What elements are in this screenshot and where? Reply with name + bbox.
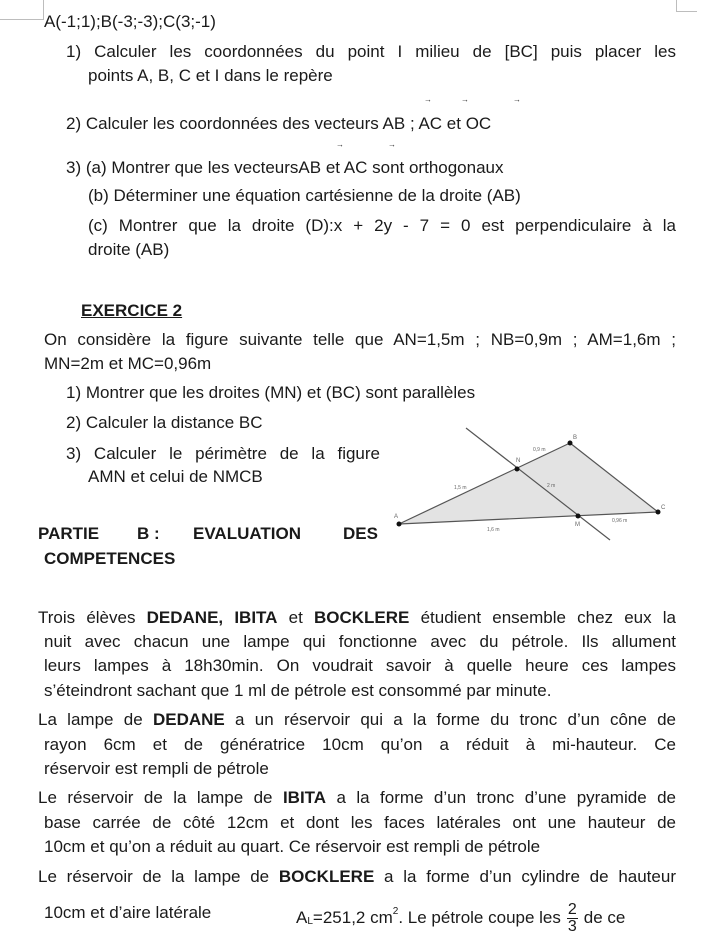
point-n [515, 467, 520, 472]
ex1-question-2: 2) Calculer les coordonnées des vecteurs AB ; AC et OC [66, 114, 492, 133]
vector-arrow-ab: → [424, 95, 432, 104]
part-b-title-line2: COMPETENCES [44, 549, 176, 568]
fraction-two-thirds [567, 902, 578, 935]
label-n: N [516, 458, 521, 464]
label-a: A [394, 514, 399, 520]
ex1-question-3c-line2: droite (AB) [88, 240, 170, 259]
length-an: 1,5 m [454, 485, 467, 491]
student-names: DEDANE, IBITA [146, 608, 278, 627]
text: . Le pétrole coupe les [398, 908, 561, 927]
vector-arrow-oc: → [513, 95, 521, 104]
length-am: 1,6 m [487, 527, 500, 533]
text: Le réservoir de la lampe de [38, 788, 283, 807]
point-b [568, 441, 573, 446]
partb-para3-line2: base carrée de côté 12cm et dont les faces latérales ont une hauteur de [44, 813, 676, 832]
text: a un réservoir qui a la forme du tronc d’un cône de [224, 710, 676, 729]
label-b: B [573, 435, 578, 441]
text: étudient ensemble chez eux la [409, 608, 677, 627]
text: Le réservoir de la lampe de [38, 867, 279, 886]
partb-para2-line1 [38, 709, 676, 731]
ex1-question-1-line2: points A, B, C et I dans le repère [88, 66, 333, 85]
partb-para3-line3: 10cm et qu’on a réduit au quart. Ce réservoir est rempli de pétrole [44, 837, 541, 856]
partb-para1-line4: s’éteindront sachant que 1 ml de pétrole est consommé par minute. [44, 681, 552, 700]
part-b-word-1: PARTIE [38, 524, 100, 543]
page-corner-mark-left [0, 0, 44, 20]
partb-para1-line2: nuit avec chacun une lampe qui fonctionne avec du pétrole. Ils allument [44, 632, 676, 651]
partb-para1-line3: leurs lampes à 18h30min. On voudrait savoir à quelle heure ces lampes [44, 656, 676, 675]
ex2-intro-line2: MN=2m et MC=0,96m [44, 354, 212, 373]
vector-arrow-ac: → [461, 95, 469, 104]
text: Trois élèves [38, 608, 147, 627]
points-coordinates: A(-1;1);B(-3;-3);C(3;-1) [44, 12, 216, 31]
point-a [397, 522, 402, 527]
length-nb: 0,9 m [533, 447, 546, 453]
area-exponent: 2 [392, 906, 399, 917]
part-b-word-3: EVALUATION [193, 524, 301, 543]
text: de ce [583, 908, 626, 927]
ex2-intro-line1: On considère la figure suivante telle que AN=1,5m ; NB=0,9m ; AM=1,6m ; [44, 330, 676, 349]
vector-arrow-ac-2: → [388, 140, 396, 149]
text: La lampe de [38, 710, 153, 729]
ex1-question-1-line1: 1) Calculer les coordonnées du point I milieu de [BC] puis placer les [66, 42, 676, 61]
text: a la forme d’un tronc d’une pyramide de [326, 788, 676, 807]
label-m: M [575, 522, 580, 528]
ex1-question-3c-line1: (c) Montrer que la droite (D):x + 2y - 7 = 0 est perpendiculaire à la [88, 216, 676, 235]
area-subscript: L [307, 916, 313, 927]
fraction-numerator: 2 [567, 901, 577, 919]
partb-para4-line1 [38, 866, 676, 888]
length-mc: 0,96 m [612, 518, 628, 524]
text: a la forme d’un cylindre de hauteur [374, 867, 676, 886]
partb-para4-line2b [296, 890, 625, 944]
partb-para4-line2a: 10cm et d’aire latérale [44, 903, 212, 922]
triangle-abc-fill [399, 443, 658, 524]
ex1-question-3a: 3) (a) Montrer que les vecteursAB et AC sont orthogonaux [66, 158, 504, 177]
fraction-denominator: 3 [567, 918, 577, 936]
student-name-bocklere: BOCKLERE [313, 608, 410, 627]
ex1-question-3b: (b) Déterminer une équation cartésienne de la droite (AB) [88, 186, 521, 205]
page-corner-mark-right [676, 0, 697, 12]
ex2-question-1: 1) Montrer que les droites (MN) et (BC) sont parallèles [66, 383, 476, 402]
ex2-question-3-line2: AMN et celui de NMCB [88, 467, 263, 486]
exercise-2-title: EXERCICE 2 [81, 301, 183, 320]
text: et [277, 608, 314, 627]
triangle-figure [380, 420, 680, 550]
partb-para3-line1 [38, 787, 676, 809]
part-b-word-4: DES [343, 524, 378, 543]
point-m [576, 514, 581, 519]
part-b-word-2: B : [137, 524, 160, 543]
partb-para2-line3: réservoir est rempli de pétrole [44, 759, 269, 778]
partb-para2-line2: rayon 6cm et de génératrice 10cm qu’on a réduit à mi-hauteur. Ce [44, 735, 676, 754]
vector-arrow-ab-2: → [336, 140, 344, 149]
area-value: =251,2 cm [312, 908, 393, 927]
ex2-question-3-line1: 3) Calculer le périmètre de la figure [66, 444, 380, 463]
student-name-ibita: IBITA [282, 788, 327, 807]
partb-para1-line1 [38, 607, 676, 629]
area-symbol: A [296, 908, 308, 927]
length-mn: 2 m [547, 483, 556, 489]
student-name-dedane: DEDANE [152, 710, 225, 729]
label-c: C [661, 505, 666, 511]
point-c [656, 510, 661, 515]
ex2-question-2: 2) Calculer la distance BC [66, 413, 263, 432]
student-name-bocklere-2: BOCKLERE [278, 867, 375, 886]
